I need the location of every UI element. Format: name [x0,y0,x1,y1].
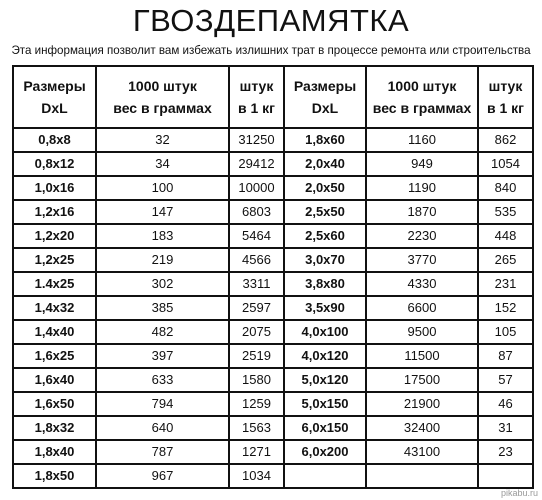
cell-count-left: 1034 [229,464,284,488]
table-row [13,176,533,200]
cell-count-left: 2519 [229,344,284,368]
cell-weight-right: 3770 [366,248,478,272]
page-subtitle: Эта информация позволит вам избежать излишних трат в процессе ремонта или строительства [11,44,531,57]
cell-count-left: 3311 [229,272,284,296]
cell-count-right: 23 [478,440,533,464]
table-row [13,200,533,224]
cell-size-right: 6,0x150 [284,416,366,440]
cell-weight-left: 397 [96,344,229,368]
header-size-right-line2: DxL [311,100,339,116]
header-count-right-line2: в 1 кг [486,100,524,116]
cell-weight-right: 43100 [366,440,478,464]
header-count-right [478,66,533,128]
table-row [13,128,533,152]
cell-weight-right: 4330 [366,272,478,296]
header-weight-left-line1: 1000 штук [128,78,197,94]
cell-count-left: 4566 [229,248,284,272]
cell-size-left: 1,8x50 [13,464,96,488]
table-row [13,152,533,176]
table-row [13,440,533,464]
header-size-left-line2: DxL [41,100,68,116]
header-row [13,66,533,128]
cell-weight-right: 9500 [366,320,478,344]
cell-weight-left: 219 [96,248,229,272]
cell-weight-left: 32 [96,128,229,152]
cell-count-right: 840 [478,176,533,200]
cell-weight-left: 34 [96,152,229,176]
cell-size-right: 2,0x40 [284,152,366,176]
cell-count-right: 57 [478,368,533,392]
header-count-left [229,66,284,128]
table-row [13,464,533,488]
header-count-right-line1: штук [488,78,523,94]
cell-weight-right: 11500 [366,344,478,368]
header-weight-right-line2: вес в граммах [372,100,472,116]
cell-size-right: 3,5x90 [284,296,366,320]
table-header [13,66,533,128]
cell-size-right: 3,0x70 [284,248,366,272]
cell-size-right: 4,0x120 [284,344,366,368]
cell-size-right [284,464,366,488]
cell-weight-left: 302 [96,272,229,296]
cell-count-left: 1563 [229,416,284,440]
cell-count-left: 31250 [229,128,284,152]
cell-weight-right [366,464,478,488]
cell-weight-right: 32400 [366,416,478,440]
cell-count-right: 87 [478,344,533,368]
header-size-right-line1: Размеры [293,78,357,94]
cell-count-left: 6803 [229,200,284,224]
header-count-left-line1: штук [239,78,274,94]
cell-count-left: 10000 [229,176,284,200]
header-weight-left-line2: вес в граммах [113,100,212,116]
table-body [13,128,533,488]
cell-size-right: 3,8x80 [284,272,366,296]
header-weight-left [96,66,229,128]
cell-count-right: 231 [478,272,533,296]
cell-size-left: 1,8x40 [13,440,96,464]
cell-size-left: 1,4x32 [13,296,96,320]
cell-weight-left: 794 [96,392,229,416]
header-weight-right [366,66,478,128]
cell-count-right: 448 [478,224,533,248]
cell-count-right: 1054 [478,152,533,176]
table-row [13,416,533,440]
cell-weight-left: 385 [96,296,229,320]
cell-size-right: 5,0x150 [284,392,366,416]
cell-weight-left: 183 [96,224,229,248]
cell-size-left: 1,6x40 [13,368,96,392]
cell-size-left: 1,0x16 [13,176,96,200]
cell-count-left: 1580 [229,368,284,392]
table-row [13,368,533,392]
header-size-left-line1: Размеры [23,78,86,94]
cell-count-right: 46 [478,392,533,416]
cell-count-right: 105 [478,320,533,344]
header-size-right [284,66,366,128]
cell-size-left: 1,2x20 [13,224,96,248]
table-row [13,224,533,248]
cell-weight-left: 147 [96,200,229,224]
page-title: ГВОЗДЕПАМЯТКА [132,3,410,38]
cell-count-left: 5464 [229,224,284,248]
cell-count-right: 152 [478,296,533,320]
cell-weight-left: 482 [96,320,229,344]
cell-size-left: 1,8x32 [13,416,96,440]
cell-size-left: 1,6x50 [13,392,96,416]
cell-weight-right: 17500 [366,368,478,392]
cell-weight-left: 640 [96,416,229,440]
cell-size-right: 2,0x50 [284,176,366,200]
header-size-left [13,66,96,128]
cell-size-right: 6,0x200 [284,440,366,464]
cell-weight-right: 1160 [366,128,478,152]
table-row [13,248,533,272]
cell-size-left: 0,8x12 [13,152,96,176]
cell-weight-left: 633 [96,368,229,392]
cell-size-right: 2,5x50 [284,200,366,224]
cell-size-left: 1,2x25 [13,248,96,272]
cell-weight-right: 2230 [366,224,478,248]
cell-count-right: 31 [478,416,533,440]
table-row [13,272,533,296]
cell-size-right: 5,0x120 [284,368,366,392]
cell-count-left: 29412 [229,152,284,176]
nail-size-table [12,65,534,489]
cell-count-left: 2597 [229,296,284,320]
cell-count-right [478,464,533,488]
cell-size-right: 4,0x100 [284,320,366,344]
header-weight-right-line1: 1000 штук [387,78,457,94]
cell-weight-right: 1190 [366,176,478,200]
cell-weight-right: 6600 [366,296,478,320]
cell-weight-left: 967 [96,464,229,488]
cell-count-left: 1259 [229,392,284,416]
cell-count-right: 265 [478,248,533,272]
cell-count-right: 535 [478,200,533,224]
cell-count-left: 2075 [229,320,284,344]
cell-size-left: 1,2x16 [13,200,96,224]
cell-weight-right: 949 [366,152,478,176]
table-row [13,296,533,320]
cell-size-left: 1,4x40 [13,320,96,344]
header-count-left-line2: в 1 кг [237,100,275,116]
cell-size-left: 1.4x25 [13,272,96,296]
cell-size-left: 0,8x8 [13,128,96,152]
table-row [13,320,533,344]
table-row [13,344,533,368]
cell-size-right: 1,8x60 [284,128,366,152]
cell-weight-left: 787 [96,440,229,464]
cell-size-left: 1,6x25 [13,344,96,368]
cell-weight-right: 1870 [366,200,478,224]
cell-size-right: 2,5x60 [284,224,366,248]
cell-count-left: 1271 [229,440,284,464]
cell-weight-left: 100 [96,176,229,200]
cell-count-right: 862 [478,128,533,152]
table-row [13,392,533,416]
watermark-text: pikabu.ru [500,488,538,498]
cell-weight-right: 21900 [366,392,478,416]
